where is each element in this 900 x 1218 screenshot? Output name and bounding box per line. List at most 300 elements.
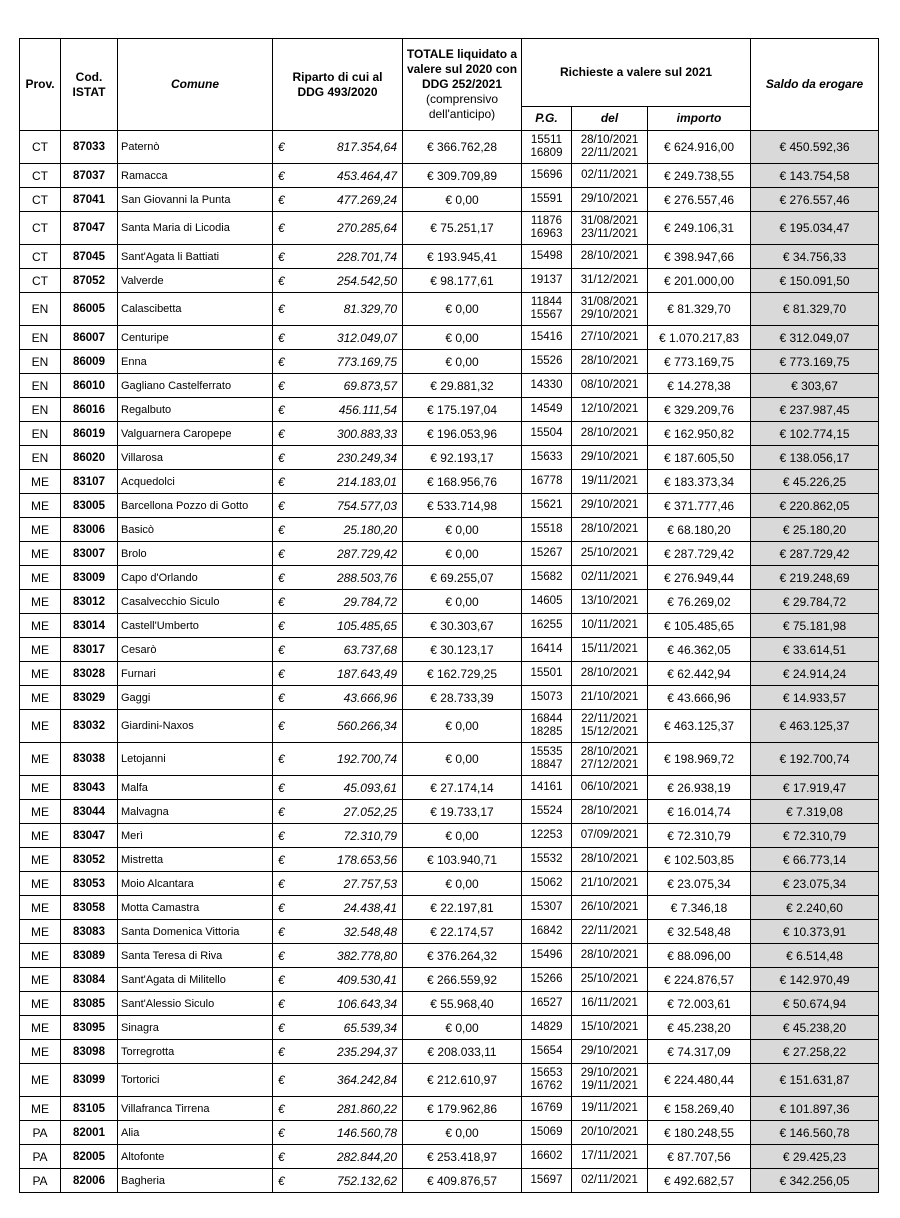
riparto-value: 254.542,50 [336, 273, 397, 288]
del-value: 22/11/2021 [581, 925, 638, 937]
cell-cod-istat: 83095 [61, 1016, 118, 1040]
cell-importo: € 463.125,37 [648, 710, 751, 743]
cell-saldo: € 312.049,07 [751, 326, 879, 350]
riparto-value: 235.294,37 [336, 1044, 397, 1059]
pg-value: 15307 [530, 901, 563, 913]
pg-value: 16778 [530, 475, 563, 487]
cell-comune: Tortorici [118, 1064, 273, 1097]
cell-riparto [273, 872, 403, 896]
currency-symbol: € [278, 302, 285, 316]
header-del: del [572, 107, 648, 131]
header-totale: TOTALE liquidato a valere sul 2020 con DDG 252/2021 (comprensivo dell'anticipo) [403, 39, 522, 131]
pg-value: 16842 [530, 925, 563, 937]
cell-importo: € 74.317,09 [648, 1040, 751, 1064]
cell-importo: € 287.729,42 [648, 542, 751, 566]
cell-importo: € 371.777,46 [648, 494, 751, 518]
cell-comune: Ramacca [118, 164, 273, 188]
cell-importo: € 32.548,48 [648, 920, 751, 944]
currency-symbol: € [278, 972, 285, 987]
cell-pg [522, 1169, 572, 1193]
cell-cod-istat: 83089 [61, 944, 118, 968]
cell-pg [522, 446, 572, 470]
cell-pg [522, 743, 572, 776]
cell-importo: € 102.503,85 [648, 848, 751, 872]
riparto-value: 477.269,24 [336, 192, 397, 207]
cell-importo: € 276.557,46 [648, 188, 751, 212]
currency-symbol: € [278, 996, 285, 1011]
cell-del [572, 1121, 648, 1145]
cell-totale: € 55.968,40 [403, 992, 522, 1016]
header-comune: Comune [118, 39, 273, 131]
cell-importo: € 162.950,82 [648, 422, 751, 446]
currency-symbol: € [278, 1044, 285, 1059]
cell-cod-istat: 83038 [61, 743, 118, 776]
cell-cod-istat: 86009 [61, 350, 118, 374]
currency-symbol: € [278, 378, 285, 393]
table-row [20, 872, 879, 896]
table-row [20, 245, 879, 269]
cell-prov: PA [20, 1145, 61, 1169]
cell-totale: € 0,00 [403, 872, 522, 896]
cell-importo: € 72.310,79 [648, 824, 751, 848]
cell-del [572, 494, 648, 518]
riparto-value: 178.653,56 [336, 852, 397, 867]
riparto-value: 63.737,68 [343, 642, 397, 657]
cell-comune: Castell'Umberto [118, 614, 273, 638]
cell-saldo: € 33.614,51 [751, 638, 879, 662]
cell-prov: ME [20, 1097, 61, 1121]
pg-value: 15697 [530, 1174, 563, 1186]
riparto-value: 300.883,33 [336, 426, 397, 441]
cell-prov: ME [20, 944, 61, 968]
table-row [20, 350, 879, 374]
cell-pg [522, 1064, 572, 1097]
riparto-value: 270.285,64 [336, 221, 397, 235]
cell-saldo: € 463.125,37 [751, 710, 879, 743]
cell-prov: ME [20, 1040, 61, 1064]
cell-saldo: € 45.238,20 [751, 1016, 879, 1040]
cell-riparto [273, 326, 403, 350]
cell-comune: Furnari [118, 662, 273, 686]
pg-value: 15535 [530, 746, 563, 758]
cell-cod-istat: 83029 [61, 686, 118, 710]
cell-prov: ME [20, 638, 61, 662]
cell-pg [522, 188, 572, 212]
cell-saldo: € 10.373,91 [751, 920, 879, 944]
del-value: 28/10/2021 [580, 134, 639, 146]
currency-symbol: € [278, 752, 285, 766]
pg-value: 14161 [530, 781, 563, 793]
cell-riparto [273, 896, 403, 920]
cell-cod-istat: 83044 [61, 800, 118, 824]
cell-comune: Torregrotta [118, 1040, 273, 1064]
cell-riparto [273, 590, 403, 614]
cell-comune: Sant'Agata li Battiati [118, 245, 273, 269]
cell-comune: Santa Teresa di Riva [118, 944, 273, 968]
cell-totale: € 175.197,04 [403, 398, 522, 422]
pg-value: 15062 [530, 877, 563, 889]
currency-symbol: € [278, 474, 285, 489]
cell-prov: ME [20, 1016, 61, 1040]
cell-importo: € 201.000,00 [648, 269, 751, 293]
cell-cod-istat: 83017 [61, 638, 118, 662]
riparto-value: 106.643,34 [336, 996, 397, 1011]
cell-riparto [273, 1169, 403, 1193]
cell-totale: € 103.940,71 [403, 848, 522, 872]
riparto-value: 312.049,07 [336, 330, 397, 345]
cell-pg [522, 164, 572, 188]
cell-totale: € 30.303,67 [403, 614, 522, 638]
cell-prov: CT [20, 245, 61, 269]
currency-symbol: € [278, 402, 285, 417]
cell-prov: EN [20, 374, 61, 398]
cell-pg [522, 245, 572, 269]
del-value: 22/11/2021 [581, 147, 638, 159]
cell-importo: € 81.329,70 [648, 293, 751, 326]
cell-saldo: € 138.056,17 [751, 446, 879, 470]
del-value: 31/08/2021 [580, 296, 639, 308]
cell-comune: Malvagna [118, 800, 273, 824]
cell-comune: Motta Camastra [118, 896, 273, 920]
cell-pg [522, 1121, 572, 1145]
pg-value: 14829 [530, 1021, 563, 1033]
riparto-value: 32.548,48 [343, 924, 397, 939]
payments-table [19, 38, 879, 1193]
cell-prov: ME [20, 590, 61, 614]
pg-value: 15682 [530, 571, 563, 583]
cell-totale: € 162.729,25 [403, 662, 522, 686]
pg-value: 15696 [530, 169, 563, 181]
cell-totale: € 253.418,97 [403, 1145, 522, 1169]
cell-comune: Valverde [118, 269, 273, 293]
cell-importo: € 187.605,50 [648, 446, 751, 470]
cell-importo: € 249.738,55 [648, 164, 751, 188]
table-row [20, 992, 879, 1016]
cell-prov: CT [20, 164, 61, 188]
cell-saldo: € 102.774,15 [751, 422, 879, 446]
cell-riparto [273, 446, 403, 470]
cell-prov: ME [20, 518, 61, 542]
cell-prov: EN [20, 398, 61, 422]
cell-pg [522, 638, 572, 662]
cell-cod-istat: 83007 [61, 542, 118, 566]
cell-prov: EN [20, 446, 61, 470]
cell-riparto [273, 968, 403, 992]
pg-value: 16844 [530, 713, 563, 725]
cell-pg [522, 590, 572, 614]
riparto-value: 456.111,54 [338, 402, 397, 417]
cell-saldo: € 276.557,46 [751, 188, 879, 212]
cell-totale: € 29.881,32 [403, 374, 522, 398]
currency-symbol: € [278, 1173, 285, 1188]
cell-prov: EN [20, 293, 61, 326]
cell-riparto [273, 1040, 403, 1064]
pg-value: 15524 [530, 805, 563, 817]
cell-saldo: € 237.987,45 [751, 398, 879, 422]
cell-del [572, 800, 648, 824]
table-row [20, 800, 879, 824]
cell-comune: Merì [118, 824, 273, 848]
cell-cod-istat: 87052 [61, 269, 118, 293]
cell-prov: ME [20, 542, 61, 566]
riparto-value: 25.180,20 [343, 522, 397, 537]
table-row [20, 743, 879, 776]
cell-comune: Villarosa [118, 446, 273, 470]
cell-totale: € 0,00 [403, 350, 522, 374]
del-value: 29/10/2021 [580, 309, 639, 321]
cell-pg [522, 896, 572, 920]
pg-value: 18285 [530, 726, 563, 738]
cell-cod-istat: 83043 [61, 776, 118, 800]
table-row [20, 131, 879, 164]
del-value: 29/10/2021 [580, 1045, 639, 1057]
cell-comune: Sinagra [118, 1016, 273, 1040]
del-value: 29/10/2021 [580, 451, 639, 463]
del-value: 16/11/2021 [581, 997, 638, 1009]
table-row [20, 1169, 879, 1193]
cell-del [572, 350, 648, 374]
cell-pg [522, 662, 572, 686]
pg-value: 18847 [530, 759, 563, 771]
cell-riparto [273, 1145, 403, 1169]
pg-value: 16255 [530, 619, 563, 631]
cell-del [572, 992, 648, 1016]
cell-saldo: € 27.258,22 [751, 1040, 879, 1064]
header-saldo: Saldo da erogare [751, 39, 879, 131]
cell-comune: Moio Alcantara [118, 872, 273, 896]
pg-value: 15621 [530, 499, 563, 511]
del-value: 27/12/2021 [580, 759, 639, 771]
cell-totale: € 0,00 [403, 710, 522, 743]
currency-symbol: € [278, 852, 285, 867]
cell-importo: € 72.003,61 [648, 992, 751, 1016]
riparto-value: 287.729,42 [336, 546, 397, 561]
cell-importo: € 45.238,20 [648, 1016, 751, 1040]
cell-riparto [273, 212, 403, 245]
cell-importo: € 276.949,44 [648, 566, 751, 590]
cell-del [572, 398, 648, 422]
cell-comune: Centuripe [118, 326, 273, 350]
del-value: 28/10/2021 [580, 746, 639, 758]
cell-del [572, 446, 648, 470]
cell-prov: ME [20, 566, 61, 590]
cell-saldo: € 101.897,36 [751, 1097, 879, 1121]
pg-value: 16963 [530, 228, 563, 240]
cell-cod-istat: 86005 [61, 293, 118, 326]
cell-prov: ME [20, 896, 61, 920]
pg-value: 16809 [530, 147, 563, 159]
pg-value: 12253 [530, 829, 563, 841]
cell-totale: € 0,00 [403, 743, 522, 776]
cell-del [572, 896, 648, 920]
table-row [20, 920, 879, 944]
cell-pg [522, 824, 572, 848]
riparto-value: 752.132,62 [336, 1173, 397, 1188]
cell-cod-istat: 83099 [61, 1064, 118, 1097]
currency-symbol: € [278, 221, 285, 235]
cell-riparto [273, 638, 403, 662]
cell-pg [522, 1016, 572, 1040]
cell-saldo: € 287.729,42 [751, 542, 879, 566]
cell-comune: Acquedolci [118, 470, 273, 494]
riparto-value: 288.503,76 [336, 570, 397, 585]
cell-pg [522, 1145, 572, 1169]
cell-del [572, 1097, 648, 1121]
del-value: 02/11/2021 [581, 1174, 638, 1186]
cell-comune: Cesarò [118, 638, 273, 662]
currency-symbol: € [278, 450, 285, 465]
cell-cod-istat: 83005 [61, 494, 118, 518]
cell-comune: Brolo [118, 542, 273, 566]
cell-saldo: € 192.700,74 [751, 743, 879, 776]
cell-importo: € 249.106,31 [648, 212, 751, 245]
cell-importo: € 183.373,34 [648, 470, 751, 494]
table-row [20, 470, 879, 494]
del-value: 28/10/2021 [580, 523, 639, 535]
cell-cod-istat: 83009 [61, 566, 118, 590]
del-value: 29/10/2021 [580, 1067, 639, 1079]
cell-totale: € 75.251,17 [403, 212, 522, 245]
cell-riparto [273, 494, 403, 518]
currency-symbol: € [278, 330, 285, 345]
table-row [20, 269, 879, 293]
cell-prov: CT [20, 212, 61, 245]
cell-riparto [273, 422, 403, 446]
currency-symbol: € [278, 1020, 285, 1035]
cell-saldo: € 23.075,34 [751, 872, 879, 896]
currency-symbol: € [278, 192, 285, 207]
cell-comune: Capo d'Orlando [118, 566, 273, 590]
table-row [20, 590, 879, 614]
del-value: 07/09/2021 [580, 829, 639, 841]
cell-del [572, 1169, 648, 1193]
cell-comune: Santa Domenica Vittoria [118, 920, 273, 944]
cell-del [572, 422, 648, 446]
del-value: 20/10/2021 [580, 1126, 639, 1138]
cell-prov: ME [20, 494, 61, 518]
cell-importo: € 68.180,20 [648, 518, 751, 542]
cell-cod-istat: 83053 [61, 872, 118, 896]
cell-del [572, 1040, 648, 1064]
del-value: 25/10/2021 [580, 547, 639, 559]
pg-value: 15532 [530, 853, 563, 865]
cell-importo: € 198.969,72 [648, 743, 751, 776]
riparto-value: 214.183,01 [336, 474, 397, 489]
cell-comune: Valguarnera Caropepe [118, 422, 273, 446]
cell-importo: € 46.362,05 [648, 638, 751, 662]
riparto-value: 81.329,70 [343, 302, 397, 316]
cell-pg [522, 470, 572, 494]
cell-pg [522, 872, 572, 896]
cell-cod-istat: 82001 [61, 1121, 118, 1145]
cell-saldo: € 66.773,14 [751, 848, 879, 872]
cell-saldo: € 220.862,05 [751, 494, 879, 518]
cell-importo: € 43.666,96 [648, 686, 751, 710]
cell-del [572, 164, 648, 188]
cell-cod-istat: 83012 [61, 590, 118, 614]
del-value: 31/12/2021 [580, 274, 639, 286]
cell-pg [522, 350, 572, 374]
pg-value: 15633 [530, 451, 563, 463]
cell-pg [522, 1097, 572, 1121]
cell-pg [522, 422, 572, 446]
currency-symbol: € [278, 780, 285, 795]
del-value: 12/10/2021 [580, 403, 639, 415]
cell-cod-istat: 83028 [61, 662, 118, 686]
cell-totale: € 0,00 [403, 188, 522, 212]
cell-prov: ME [20, 776, 61, 800]
table-row [20, 1016, 879, 1040]
cell-saldo: € 75.181,98 [751, 614, 879, 638]
cell-del [572, 848, 648, 872]
pg-value: 15567 [530, 309, 563, 321]
cell-del [572, 686, 648, 710]
cell-comune: Gagliano Castelferrato [118, 374, 273, 398]
cell-totale: € 533.714,98 [403, 494, 522, 518]
pg-value: 16762 [530, 1080, 563, 1092]
cell-totale: € 0,00 [403, 542, 522, 566]
table-row [20, 293, 879, 326]
cell-saldo: € 142.970,49 [751, 968, 879, 992]
cell-riparto [273, 614, 403, 638]
cell-cod-istat: 83014 [61, 614, 118, 638]
cell-totale: € 98.177,61 [403, 269, 522, 293]
header-prov: Prov. [20, 39, 61, 131]
cell-prov: CT [20, 131, 61, 164]
cell-cod-istat: 87041 [61, 188, 118, 212]
cell-riparto [273, 269, 403, 293]
pg-value: 16527 [530, 997, 563, 1009]
del-value: 10/11/2021 [581, 619, 638, 631]
table-row [20, 566, 879, 590]
del-value: 22/11/2021 [581, 713, 638, 725]
cell-totale: € 366.762,28 [403, 131, 522, 164]
cell-cod-istat: 83105 [61, 1097, 118, 1121]
cell-saldo: € 45.226,25 [751, 470, 879, 494]
cell-totale: € 22.197,81 [403, 896, 522, 920]
cell-totale: € 212.610,97 [403, 1064, 522, 1097]
del-value: 02/11/2021 [581, 169, 638, 181]
cell-riparto [273, 776, 403, 800]
cell-riparto [273, 1016, 403, 1040]
del-value: 13/10/2021 [580, 595, 639, 607]
cell-del [572, 590, 648, 614]
table-row [20, 968, 879, 992]
table-row [20, 518, 879, 542]
cell-totale: € 28.733,39 [403, 686, 522, 710]
cell-prov: EN [20, 326, 61, 350]
cell-prov: CT [20, 269, 61, 293]
cell-prov: EN [20, 422, 61, 446]
cell-prov: ME [20, 1064, 61, 1097]
pg-value: 15653 [530, 1067, 563, 1079]
currency-symbol: € [278, 1073, 285, 1087]
table-row [20, 542, 879, 566]
cell-del [572, 776, 648, 800]
currency-symbol: € [278, 426, 285, 441]
del-value: 28/10/2021 [580, 805, 639, 817]
riparto-value: 364.242,84 [336, 1073, 397, 1087]
pg-value: 16769 [530, 1102, 563, 1114]
cell-cod-istat: 87045 [61, 245, 118, 269]
cell-comune: Sant'Agata di Militello [118, 968, 273, 992]
pg-value: 15654 [530, 1045, 563, 1057]
cell-prov: ME [20, 872, 61, 896]
cell-importo: € 1.070.217,83 [648, 326, 751, 350]
pg-value: 15526 [530, 355, 563, 367]
currency-symbol: € [278, 273, 285, 288]
cell-riparto [273, 188, 403, 212]
